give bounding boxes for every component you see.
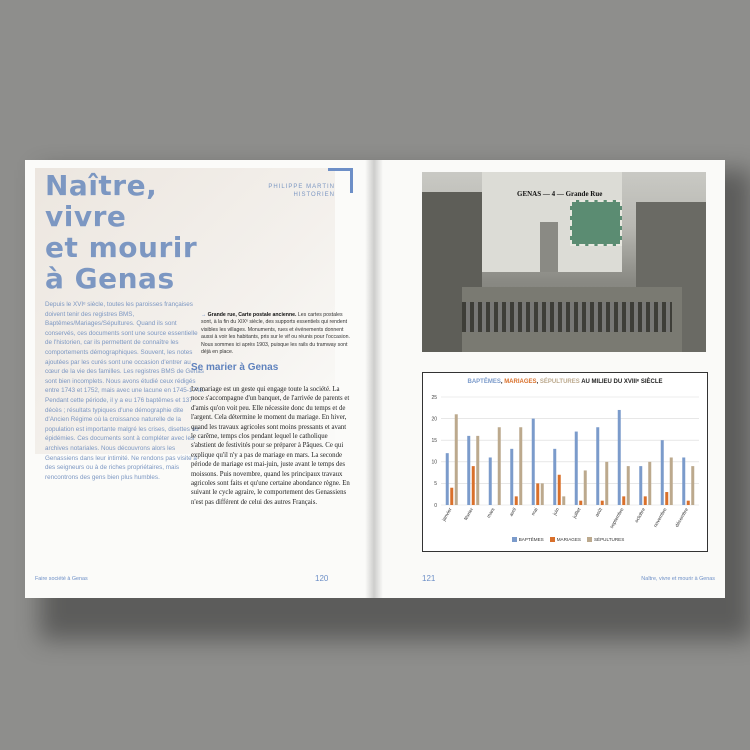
x-tick-label: mars [486, 507, 497, 520]
legend-swatch [587, 537, 592, 542]
bar-baptêmes [467, 436, 470, 505]
caption-text: Les cartes postales sont, à la fin du XIXᵉ siècle, des supports essentiels qui rendent visibles les villages. Monuments, rues et événements donnent aussi à voir les habitants, pris sur le vif ou réunis pour l'occasion. Nous sommes ici après 1903, puisque les rails du tramway sont déjà en place. [201, 312, 350, 356]
bar-mariages [622, 496, 625, 505]
bar-sépultures [627, 466, 630, 505]
postage-stamp [570, 200, 622, 246]
bar-mariages [472, 466, 475, 505]
title-line: vivre [45, 200, 127, 233]
bar-sépultures [476, 436, 479, 505]
x-tick-label: janvier [442, 507, 454, 523]
bar-mariages [579, 501, 582, 505]
photo-caption [201, 312, 351, 356]
bar-baptêmes [532, 419, 535, 505]
x-tick-label: février [463, 507, 475, 522]
bar-baptêmes [575, 432, 578, 505]
bar-sépultures [562, 496, 565, 505]
chart-container [422, 372, 708, 552]
legend-swatch [550, 537, 555, 542]
book-gutter [365, 160, 383, 598]
bar-sépultures [670, 457, 673, 505]
bar-sépultures [648, 462, 651, 505]
bar-baptêmes [553, 449, 556, 505]
bar-sépultures [455, 414, 458, 505]
section-heading: Se marier à Genas [191, 362, 279, 373]
bar-baptêmes [639, 466, 642, 505]
bar-baptêmes [510, 449, 513, 505]
bar-baptêmes [446, 453, 449, 505]
bar-mariages [450, 488, 453, 505]
x-tick-label: novembre [653, 507, 669, 529]
bar-mariages [515, 496, 518, 505]
x-tick-label: octobre [634, 507, 647, 524]
bar-baptêmes [661, 440, 664, 505]
legend-swatch [512, 537, 517, 542]
chart-title-part: , [500, 379, 505, 385]
x-tick-label: juillet [572, 507, 583, 520]
intro-paragraph: Depuis le XVIᵉ siècle, toutes les paroisses françaises doivent tenir des registres BMS, Baptêmes/Mariages/Sépultures. Quand ils sont conservés, ces documents sont une source essentielle de l'historien, car ils permettent de connaître les comportements démographiques. Souvent, les notes ajoutées par les curés sont une occasion d'entrer au cœur de la vie des familles. Les registres BMS de Genas sont bien incomplets. Nous avons étudié ceux rédigés entre 1743 et 1752, mais avec une lacune en 1745-1748. Pendant cette période, il y a eu 176 baptêmes et 137 décès ; résultats typiques d'une démographie dite d'Ancien Régime où la croissance naturelle de la population est importante malgré les crises, disettes ou épidémies. Ces documents sont à compléter avec les archives notariales. Nous découvrons alors les Genassiens dans leur intimité. Ne rendons pas visite à des seigneurs ou à de riches propriétaires, mais rencontrons des gens bien plus humbles. [45, 301, 205, 481]
postcard-caption: GENAS — 4 — Grande Rue [517, 190, 603, 198]
legend-label: BAPTÊMES [518, 537, 544, 542]
page-number-right: 121 [422, 574, 436, 583]
bar-chart [423, 387, 707, 547]
postcard-photo [422, 172, 706, 352]
photo-crowd [462, 302, 672, 332]
footer-left: Faire société à Genas [35, 576, 88, 582]
chart-title-part: BAPTÊMES [467, 379, 501, 385]
x-tick-label: août [594, 507, 604, 519]
bar-sépultures [498, 427, 501, 505]
bar-baptêmes [489, 457, 492, 505]
bar-sépultures [519, 427, 522, 505]
bar-baptêmes [618, 410, 621, 505]
chart-title [423, 379, 707, 385]
y-tick-label: 0 [434, 502, 437, 509]
author-role: HISTORIEN [293, 192, 335, 198]
author-name: PHILIPPE MARTIN [268, 184, 335, 190]
chart-title-part: MARIAGES [504, 379, 537, 385]
bar-mariages [665, 492, 668, 505]
page-number-left: 120 [315, 574, 329, 583]
author-credit [255, 184, 335, 200]
footer-right: Naître, vivre et mourir à Genas [641, 576, 715, 582]
right-page [374, 160, 725, 598]
bar-mariages [601, 501, 604, 505]
x-tick-label: avril [509, 507, 518, 518]
chapter-title [45, 170, 245, 294]
bar-mariages [687, 501, 690, 505]
bar-sépultures [691, 466, 694, 505]
chart-title-part: AU MILIEU DU XVIIIᵉ SIÈCLE [579, 379, 663, 385]
caption-bold: Grande rue, Carte postale ancienne. [207, 312, 297, 318]
bar-mariages [644, 496, 647, 505]
y-tick-label: 5 [434, 481, 437, 488]
legend-label: SÉPULTURES [593, 537, 625, 542]
title-line: Naître, [45, 169, 158, 202]
bar-sépultures [605, 462, 608, 505]
body-text: Le mariage est un geste qui engage toute la société. La noce s'accompagne d'un banquet, de l'arrivée de parents et d'amis qu'on voit peu. Elle nécessite donc du temps et de l'argent. Cela détermine le moment du mariage. En hiver, quand les travaux agricoles sont moins pressants et avant le carême, temps clos pendant lequel le catholique s'abstient de festivités pour se préparer à Pâques. Ce qui explique qu'il n'y a pas de mariage en mars. La seconde période de mariage est mai-juin, juste avant le temps des moissons. Puis novembre, quand les principaux travaux agricoles sont faits et qu'une certaine abondance règne. En suivant le cycle agraire, le comportement des Genassiens n'est pas différent de celui des autres Français. [191, 386, 350, 506]
legend-label: MARIAGES [556, 537, 581, 542]
chart-title-part: SÉPULTURES [539, 379, 580, 385]
title-line: et mourir [45, 231, 198, 264]
bar-sépultures [541, 483, 544, 505]
bar-mariages [558, 475, 561, 505]
chart-legend [423, 537, 707, 542]
x-tick-label: juin [552, 507, 561, 517]
x-tick-label: mai [531, 507, 540, 517]
bar-baptêmes [682, 457, 685, 505]
y-tick-label: 10 [431, 459, 437, 466]
bar-baptêmes [596, 427, 599, 505]
chart-title-part: , [536, 379, 540, 385]
y-tick-label: 25 [431, 394, 437, 401]
photo-church-tower [540, 222, 558, 272]
arrow-icon: → [201, 312, 208, 318]
left-page [25, 160, 374, 598]
x-tick-label: décembre [674, 507, 690, 529]
bar-mariages [536, 483, 539, 505]
title-line: à Genas [45, 262, 175, 295]
bar-sépultures [584, 470, 587, 505]
y-tick-label: 15 [431, 438, 437, 444]
y-tick-label: 20 [431, 416, 437, 423]
x-tick-label: septembre [609, 507, 626, 530]
